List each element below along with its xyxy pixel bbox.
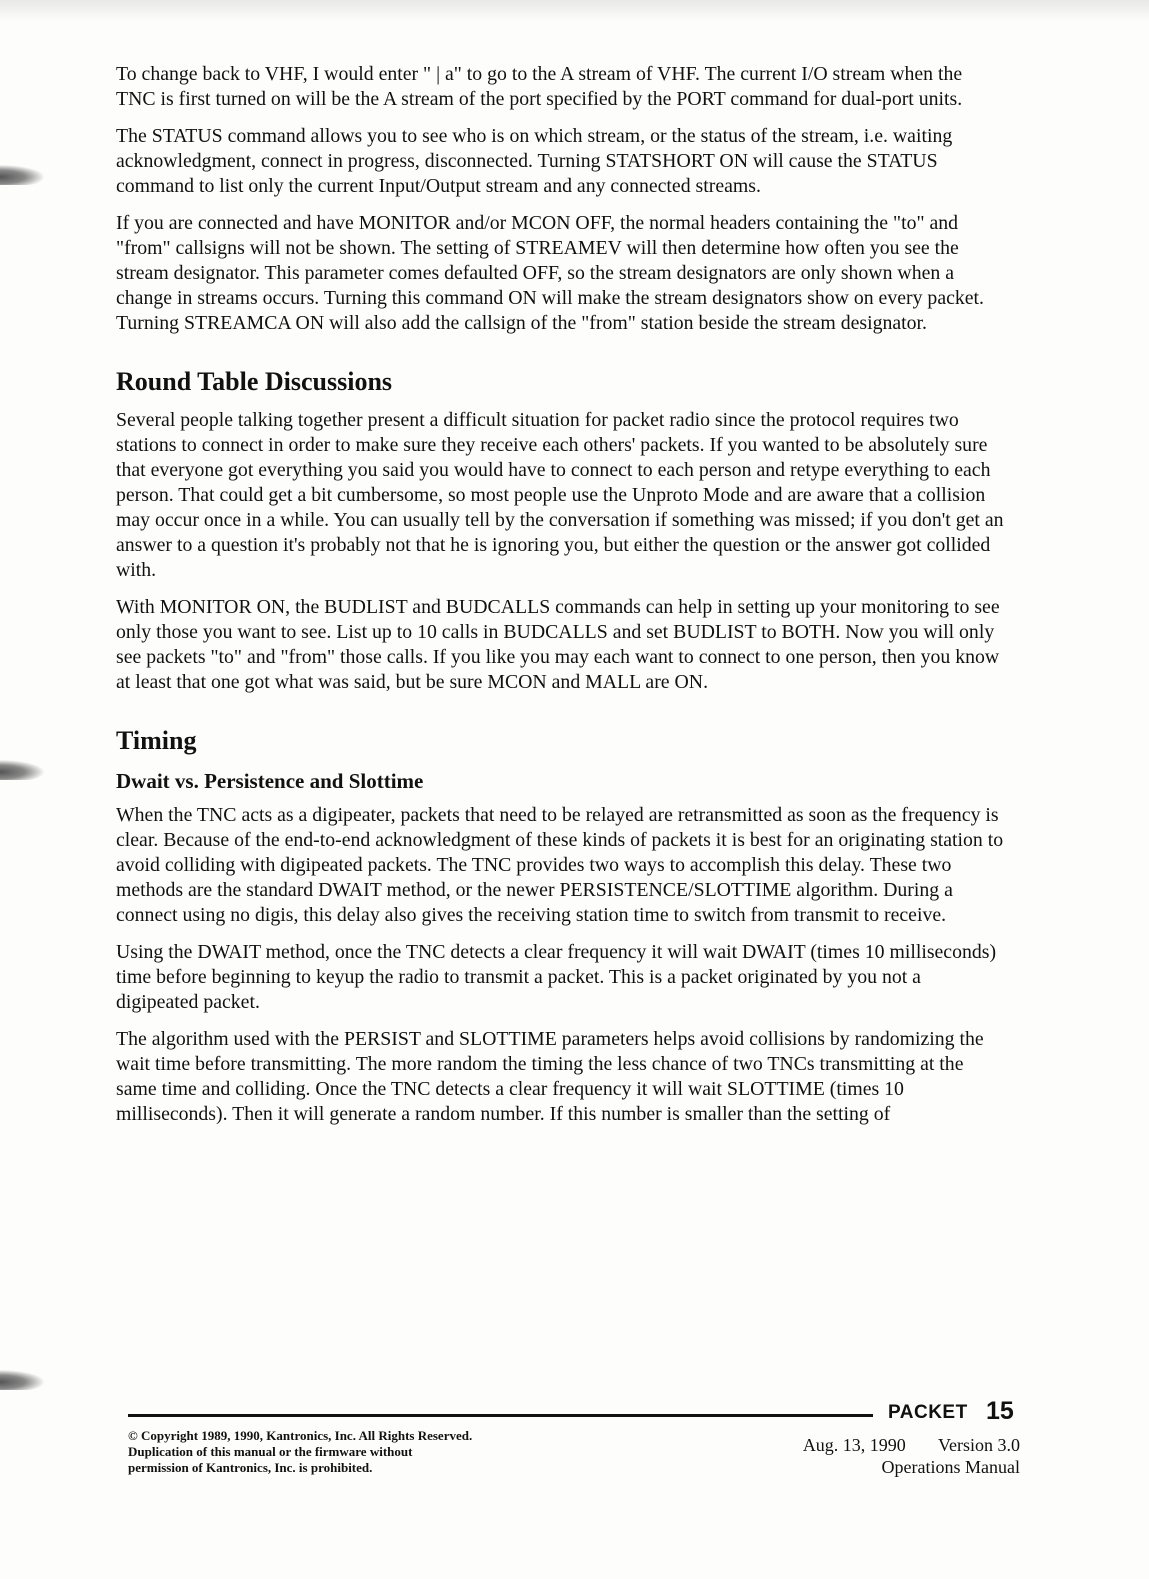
footer-version: Version 3.0	[938, 1435, 1020, 1455]
binder-ring-mark	[0, 165, 44, 185]
page-top-shadow	[0, 0, 1149, 22]
footer-meta	[803, 1434, 1020, 1478]
body-paragraph: The algorithm used with the PERSIST and SLOTTIME parameters helps avoid collisions by randomizing the wait time before transmitting. The more random the timing the less chance of two TNCs transmitting at the same time and colliding. Once the TNC detects a clear frequency it will wait SLOTTIME (times 10 milliseconds). Then it will generate a random number. If this number is smaller than the setting of	[116, 1028, 984, 1125]
body-paragraph: Several people talking together present a difficult situation for packet radio since the protocol requires two stations to connect in order to make sure they receive each others' packets. If you wanted to be absolutely sure that everyone got everything you said you would have to connect to each person and retype everything to each person. That could get a bit cumbersome, so most people use the Unproto Mode and are aware that a collision may occur once in a while. You can usually tell by the conversation if something was missed; if you don't get an answer to a question it's probably not that he is ignoring you, but either the question or the answer got collided with.	[116, 409, 1004, 581]
binder-ring-mark	[0, 1370, 44, 1390]
copyright-line: permission of Kantronics, Inc. is prohibited.	[128, 1460, 373, 1475]
body-paragraph: With MONITOR ON, the BUDLIST and BUDCALLS commands can help in setting up your monitoring to see only those you want to see. List up to 10 calls in BUDCALLS and set BUDLIST to BOTH. Now you will only see packets "to" and "from" those calls. If you like you may each want to connect to one person, then you know at least that one got what was said, but be sure MCON and MALL are ON.	[116, 596, 1000, 693]
section-heading-timing: Timing	[116, 726, 197, 755]
copyright-line: Duplication of this manual or the firmware without	[128, 1444, 413, 1459]
binder-ring-mark	[0, 760, 44, 780]
body-paragraph: When the TNC acts as a digipeater, packets that need to be relayed are retransmitted as soon as the frequency is clear. Because of the end-to-end acknowledgment of these kinds of packets it is best for an originating station to avoid colliding with digipeated packets. The TNC provides two ways to accomplish this delay. These two methods are the standard DWAIT method, or the newer PERSISTENCE/SLOTTIME algorithm. During a connect using no digis, this delay also gives the receiving station time to switch from transmit to receive.	[116, 804, 1004, 926]
body-paragraph: To change back to VHF, I would enter " | a" to go to the A stream of VHF. The current I/O stream when the TNC is first turned on will be the A stream of the port specified by the PORT command for dual-port units.	[116, 63, 963, 110]
footer-rule	[128, 1414, 873, 1417]
page-number: 15	[986, 1397, 1014, 1425]
body-paragraph: If you are connected and have MONITOR and/or MCON OFF, the normal headers containing the "to" and "from" callsigns will not be shown. The setting of STREAMEV will then determine how often you see the stream designator. This parameter comes defaulted OFF, so the stream designators are only shown when a change in streams occurs. Turning this command ON will make the stream designators show on every packet. Turning STREAMCA ON will also add the callsign of the "from" station beside the stream designator.	[116, 212, 984, 334]
body-paragraph: Using the DWAIT method, once the TNC detects a clear frequency it will wait DWAIT (times 10 milliseconds) time before beginning to keyup the radio to transmit a packet. This is a packet originated by you not a digipeated packet.	[116, 941, 997, 1013]
page-body	[116, 62, 1006, 1139]
footer-manual-title: Operations Manual	[881, 1457, 1020, 1477]
section-heading-round-table: Round Table Discussions	[116, 367, 393, 396]
copyright-notice	[128, 1428, 598, 1476]
footer-date: Aug. 13, 1990	[802, 1435, 906, 1455]
subsection-heading-dwait: Dwait vs. Persistence and Slottime	[116, 769, 424, 793]
copyright-line: © Copyright 1989, 1990, Kantronics, Inc. All Rights Reserved.	[128, 1428, 473, 1443]
page-footer	[128, 1397, 1024, 1490]
body-paragraph: The STATUS command allows you to see who is on which stream, or the status of the stream, i.e. waiting acknowledgment, connect in progress, disconnected. Turning STATSHORT ON will cause the STATUS command to list only the current Input/Output stream and any connected streams.	[116, 125, 953, 197]
footer-section-label: PACKET	[888, 1402, 968, 1423]
